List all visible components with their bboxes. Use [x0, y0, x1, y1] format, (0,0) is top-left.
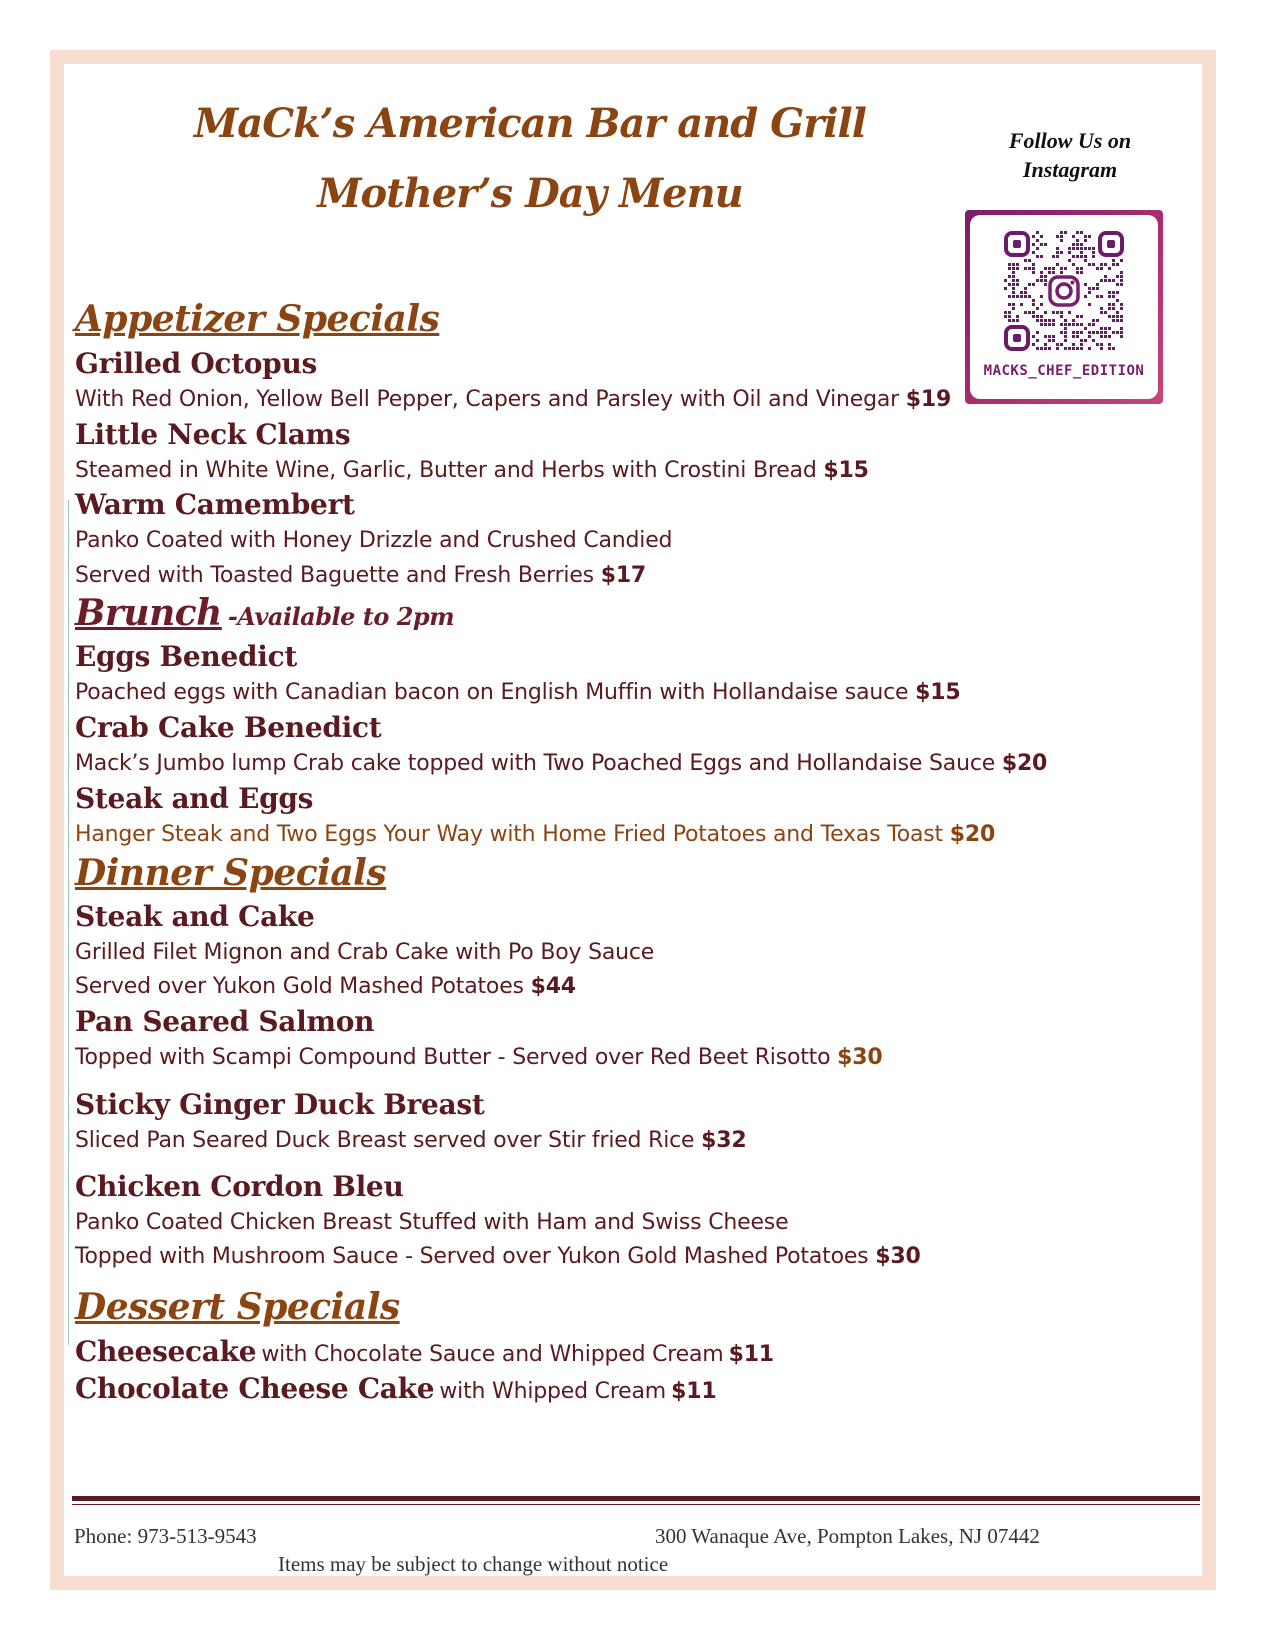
item-description: Panko Coated Chicken Breast Stuffed with Ham and Swiss Cheese [75, 1210, 789, 1235]
item-name: Sticky Ginger Duck Breast [75, 1088, 485, 1121]
item-description: with Chocolate Sauce and Whipped Cream [261, 1342, 724, 1367]
item-name: Warm Camembert [75, 488, 355, 521]
instagram-qr-card[interactable] [965, 210, 1163, 404]
item-name: Grilled Octopus [75, 347, 317, 380]
instagram-handle: MACKS_CHEF_EDITION [983, 363, 1145, 379]
item-name: Steak and Cake [75, 900, 315, 933]
section-title-brunch: Brunch -Available to 2pm [75, 592, 455, 634]
item-description: with Whipped Cream [439, 1379, 667, 1404]
follow-line-1: Follow Us on [1008, 128, 1132, 153]
item-price: $30 [875, 1244, 921, 1269]
instagram-follow-text [970, 126, 1170, 184]
item-description: Topped with Scampi Compound Butter - Served over Red Beet Risotto $30 [75, 1045, 883, 1070]
section-title-appetizers: Appetizer Specials [75, 298, 440, 340]
section-title-dinner: Dinner Specials [75, 852, 387, 894]
dessert-item [75, 1335, 774, 1368]
item-price: $20 [949, 822, 996, 847]
item-price: $30 [837, 1045, 883, 1070]
item-price: $17 [600, 563, 647, 588]
item-price: $20 [1001, 751, 1048, 776]
item-description: Poached eggs with Canadian bacon on English Muffin with Hollandaise sauce $15 [75, 680, 961, 705]
margin-line [68, 500, 69, 1345]
item-price: $44 [530, 974, 576, 999]
item-description: Mack’s Jumbo lump Crab cake topped with Two Poached Eggs and Hollandaise Sauce $20 [75, 751, 1048, 776]
item-price: $11 [728, 1342, 774, 1367]
item-name: Eggs Benedict [75, 640, 297, 673]
item-name: Crab Cake Benedict [75, 711, 382, 744]
qr-card-inner [970, 215, 1158, 399]
item-price: $32 [701, 1128, 747, 1153]
item-price: $11 [671, 1379, 717, 1404]
item-description: Served with Toasted Baguette and Fresh Berries $17 [75, 563, 647, 588]
dessert-item [75, 1372, 716, 1405]
item-name: Steak and Eggs [75, 782, 314, 815]
item-description: Sliced Pan Seared Duck Breast served over Stir fried Rice $32 [75, 1128, 747, 1153]
restaurant-title: MaCk’s American Bar and Grill [194, 100, 866, 147]
item-description: Hanger Steak and Two Eggs Your Way with Home Fried Potatoes and Texas Toast $20 [75, 822, 996, 847]
item-description: Panko Coated with Honey Drizzle and Crushed Candied [75, 528, 673, 553]
item-description: Served over Yukon Gold Mashed Potatoes $44 [75, 974, 576, 999]
item-name: Chocolate Cheese Cake [75, 1372, 435, 1405]
item-price: $15 [915, 680, 961, 705]
follow-line-2: Instagram [1022, 157, 1118, 182]
address: 300 Wanaque Ave, Pompton Lakes, NJ 07442 [655, 1524, 1040, 1548]
item-description: Topped with Mushroom Sauce - Served over Yukon Gold Mashed Potatoes $30 [75, 1244, 921, 1269]
item-name: Cheesecake [75, 1335, 257, 1368]
qr-code-icon [1004, 231, 1124, 351]
item-description: Grilled Filet Mignon and Crab Cake with Po Boy Sauce [75, 940, 655, 965]
item-name: Little Neck Clams [75, 418, 351, 451]
item-price: $15 [823, 458, 869, 483]
menu-title: Mother’s Day Menu [317, 170, 743, 217]
footer-divider [72, 1496, 1200, 1501]
brunch-availability-note: -Available to 2pm [227, 602, 455, 631]
item-price: $19 [905, 387, 952, 412]
item-name: Chicken Cordon Bleu [75, 1170, 404, 1203]
section-title-dessert: Dessert Specials [75, 1286, 400, 1328]
disclaimer: Items may be subject to change without notice [278, 1552, 669, 1576]
footer-divider-thin [72, 1504, 1200, 1505]
item-description: Steamed in White Wine, Garlic, Butter and Herbs with Crostini Bread $15 [75, 458, 869, 483]
item-name: Pan Seared Salmon [75, 1005, 375, 1038]
phone-number: Phone: 973-513-9543 [74, 1524, 257, 1548]
item-description: With Red Onion, Yellow Bell Pepper, Capers and Parsley with Oil and Vinegar $19 [75, 387, 952, 412]
